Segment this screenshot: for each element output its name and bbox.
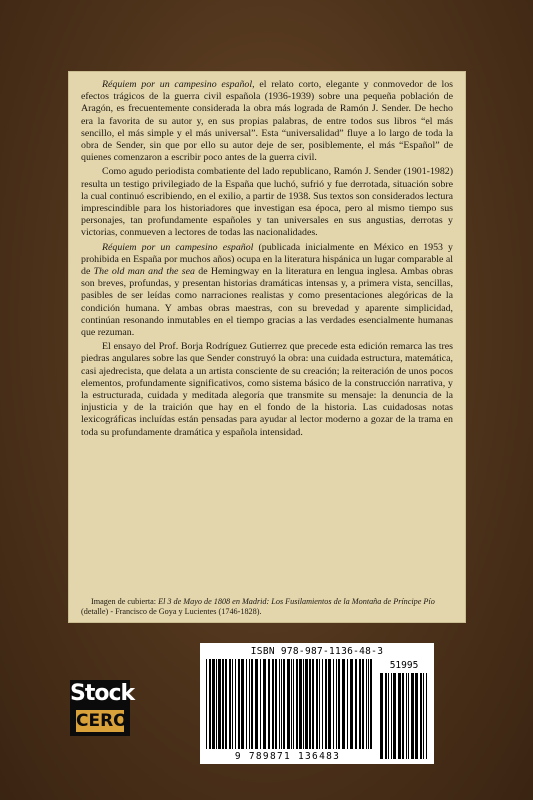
ean-bar — [216, 659, 217, 749]
ean-bar — [325, 659, 327, 749]
ean-bar — [260, 659, 261, 749]
addon-bar — [385, 673, 387, 759]
ean-bar — [222, 659, 224, 749]
addon-bar — [388, 673, 389, 759]
addon-bar — [391, 673, 392, 759]
ean-bar — [303, 659, 304, 749]
paragraph-3: Réquiem por un campesino español (publicada inicialmente en México en 1953 y prohibida en España por muchos años) ocupa en la literatura hispánica un lugar comparable al de The old man and the sea de Hemingway en la literatura en lengua inglesa. Ambas obras son breves, profundas, y presentan historias dramáticas intensas y, a primera vista, sencillas, pasibles de ser leídas como narraciones realistas y como presentaciones alegóricas de la condición humana. Y ambas obras maestras, con su brevedad y aparente simplicidad, continúan resonando inmutables en el tiempo gracias a las verdades esencialmente humanas que rezuman. — [81, 241, 453, 339]
addon-bar — [406, 673, 407, 759]
ean-bar — [355, 659, 357, 749]
isbn-barcode — [200, 643, 434, 764]
back-cover-text — [81, 79, 453, 441]
book-title: Réquiem por un campesino español — [102, 241, 254, 253]
addon-bar — [426, 673, 427, 759]
ean-bar — [241, 659, 244, 749]
ean-bar — [359, 659, 361, 749]
ean-bar — [336, 659, 337, 749]
addon-bar — [411, 673, 414, 759]
ean-bar — [291, 659, 292, 749]
ean-bar — [281, 659, 282, 749]
ean-bar — [225, 659, 227, 749]
ean-bar — [246, 659, 247, 749]
ean-bar — [309, 659, 311, 749]
cover-image-credit: Imagen de cubierta: El 3 de Mayo de 1808 en Madrid: Los Fusilamientos de la Montaña de Príncipe Pío (detalle) - Francisco de Goya y Lucientes (1746-1828). — [81, 597, 435, 617]
addon-bar — [380, 673, 383, 759]
ean-bar — [268, 659, 270, 749]
logo-stock-text: Stock — [70, 681, 135, 706]
addon-bar — [423, 673, 424, 759]
ean-bar — [342, 659, 345, 749]
ean-bar — [229, 659, 231, 749]
ean-bar — [279, 659, 280, 749]
ean-bar — [368, 659, 369, 749]
ean-bar — [232, 659, 233, 749]
addon-bar — [415, 673, 418, 759]
ean-number: 9 789871 136483 — [234, 751, 341, 762]
ean-bar — [283, 659, 285, 749]
isbn-label: ISBN 978-987-1136-48-3 — [250, 646, 384, 657]
ean-bar — [293, 659, 294, 749]
ean-bar — [249, 659, 250, 749]
addon-bar — [393, 673, 396, 759]
stock-cero-logo — [70, 680, 135, 736]
ean-bar — [316, 659, 318, 749]
ean-bar — [350, 659, 353, 749]
logo-cero-text: CERO — [76, 711, 128, 731]
ean-bar — [272, 659, 274, 749]
paragraph-2: Como agudo periodista combatiente del lado republicano, Ramón J. Sender (1901-1982) resulta un testigo privilegiado de la España que luchó, sufrió y fue derrotada, situación sobre la cual continuó escribiendo, en el exilio, a partir de 1938. Sus textos son considerados lectura imprescindible para los historiadores que investigan esa época, pero al mismo tiempo sus personajes, tan profundamente españoles y tan universales en sus angustias, derrotas y victorias, conmueven a lectores de todas las nacionalidades. — [81, 166, 453, 239]
paragraph-4: El ensayo del Prof. Borja Rodríguez Gutierrez que precede esta edición remarca las tres piedras angulares sobre las que Sender construyó la obra: una cuidada estructura, matemática, casi ajedrecista, que delata a un artista consciente de su creación; la reiteración de unos pocos elementos, profundamente significativos, como sistema básico de la construcción narrativa, y la estructurada, cuidada y meditada alegoría que transmite su mensaje: la denuncia de la injusticia y de la traición que hay en el fondo de la historia. Las cuidadosas notas lexicográficas incluídas están pensadas para ayudar al lector moderno a gozar de la trama en toda su profundamente dramática y española intensidad. — [81, 341, 453, 438]
ean-bar — [206, 659, 207, 749]
addon-bar — [402, 673, 404, 759]
ean-bar — [328, 659, 331, 749]
painting-title: El 3 de Mayo de 1808 en Madrid: Los Fusilamientos de la Montaña de Príncipe Pío — [158, 597, 435, 606]
ean-bar — [296, 659, 298, 749]
paragraph-1: Réquiem por un campesino español, el relato corto, elegante y conmovedor de los efectos trágicos de la guerra civil española (1936-1939) sobre una pequeña población de Aragón, es frecuentemente considerada la obra más lograda de Ramón J. Sender. De hecho era la favorita de su autor y, en sus propias palabras, de entre todos sus libros “el más sencillo, el más simple y el más universal”. Esta “universalidad” fluye a lo largo de toda la obra de Sender, sin que por ello su autor deje de ser, posiblemente, el más “Español” de quienes comenzaron a escribir poco antes de la guerra civil. — [81, 79, 453, 164]
book-title: Réquiem por un campesino español — [102, 79, 253, 90]
ean-bar — [287, 659, 290, 749]
ean-bar — [362, 659, 364, 749]
ean-bar — [366, 659, 367, 749]
ean-bar — [238, 659, 240, 749]
addon-bar — [420, 673, 422, 759]
ean-bar — [370, 659, 372, 749]
ean-bar — [305, 659, 308, 749]
ean-bar — [319, 659, 320, 749]
ean-bar — [255, 659, 258, 749]
addon-number: 51995 — [389, 660, 419, 671]
ean-bar — [338, 659, 340, 749]
ean-bar — [218, 659, 221, 749]
ean-bar — [322, 659, 323, 749]
ean-bar — [333, 659, 334, 749]
hemingway-title: The old man and the sea — [93, 266, 195, 278]
addon-bar — [408, 673, 409, 759]
ean-bar — [263, 659, 266, 749]
ean-bar — [312, 659, 314, 749]
ean-bar — [212, 659, 215, 749]
ean-bar — [347, 659, 348, 749]
ean-bar — [235, 659, 236, 749]
addon-bar — [398, 673, 401, 759]
ean-bar — [251, 659, 253, 749]
ean-bar — [275, 659, 277, 749]
ean-bar — [209, 659, 211, 749]
ean-bar — [299, 659, 302, 749]
